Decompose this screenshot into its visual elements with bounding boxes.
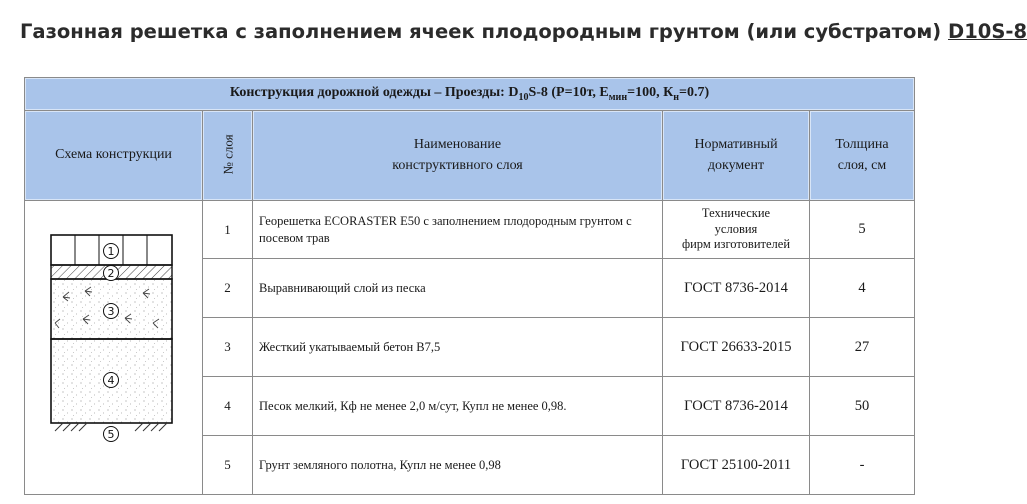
layer-name: Грунт земляного полотна, Купл не менее 0,98 (253, 436, 663, 495)
layer-name: Выравнивающий слой из песка (253, 259, 663, 318)
table-row (25, 201, 915, 259)
layer-document: ГОСТ 8736-2014 (663, 259, 810, 318)
header-name: Наименование конструктивного слоя (253, 111, 663, 201)
layer-name: Георешетка ECORASTER E50 с заполнением плодородным грунтом с посевом трав (253, 201, 663, 259)
layer-number: 1 (203, 201, 253, 259)
layer-thickness: 4 (810, 259, 915, 318)
page-title (20, 20, 1027, 43)
header-scheme: Схема конструкции (25, 111, 203, 201)
construction-table (24, 77, 915, 495)
layer-2-label: 2 (107, 267, 115, 280)
layer-thickness: 5 (810, 201, 915, 259)
layer-3-label: 3 (107, 305, 115, 318)
layer-thickness: - (810, 436, 915, 495)
layer-document: Технические условия фирм изготовителей (663, 201, 810, 259)
layer-document: ГОСТ 25100-2011 (663, 436, 810, 495)
layer-document: ГОСТ 26633-2015 (663, 318, 810, 377)
layer-number: 2 (203, 259, 253, 318)
page-title-text: Газонная решетка с заполнением ячеек плодородным грунтом (или субстратом) (20, 20, 942, 43)
layer-diagram (25, 201, 203, 484)
construction-scheme (25, 201, 203, 495)
layer-1-label: 1 (107, 245, 115, 258)
layer-5-label: 5 (107, 428, 115, 441)
layer-document: ГОСТ 8736-2014 (663, 377, 810, 436)
product-code-link[interactable]: D10S-8 (948, 20, 1027, 43)
layer-name: Жесткий укатываемый бетон В7,5 (253, 318, 663, 377)
table-title: Конструкция дорожной одежды – Проезды: $D_{10}S-8$ (Р=10т, $Е_{мин}=100$, $К_н=0.7$) (25, 78, 915, 111)
header-document: Нормативный документ (663, 111, 810, 201)
layer-4-label: 4 (107, 374, 115, 387)
layer-number: 3 (203, 318, 253, 377)
layer-number: 5 (203, 436, 253, 495)
layer-thickness: 27 (810, 318, 915, 377)
header-thickness: Толщина слоя, см (810, 111, 915, 201)
layer-name: Песок мелкий, Кф не менее 2,0 м/сут, Купл не менее 0,98. (253, 377, 663, 436)
layer-thickness: 50 (810, 377, 915, 436)
header-layer-no: № слоя (203, 111, 253, 201)
layer-number: 4 (203, 377, 253, 436)
